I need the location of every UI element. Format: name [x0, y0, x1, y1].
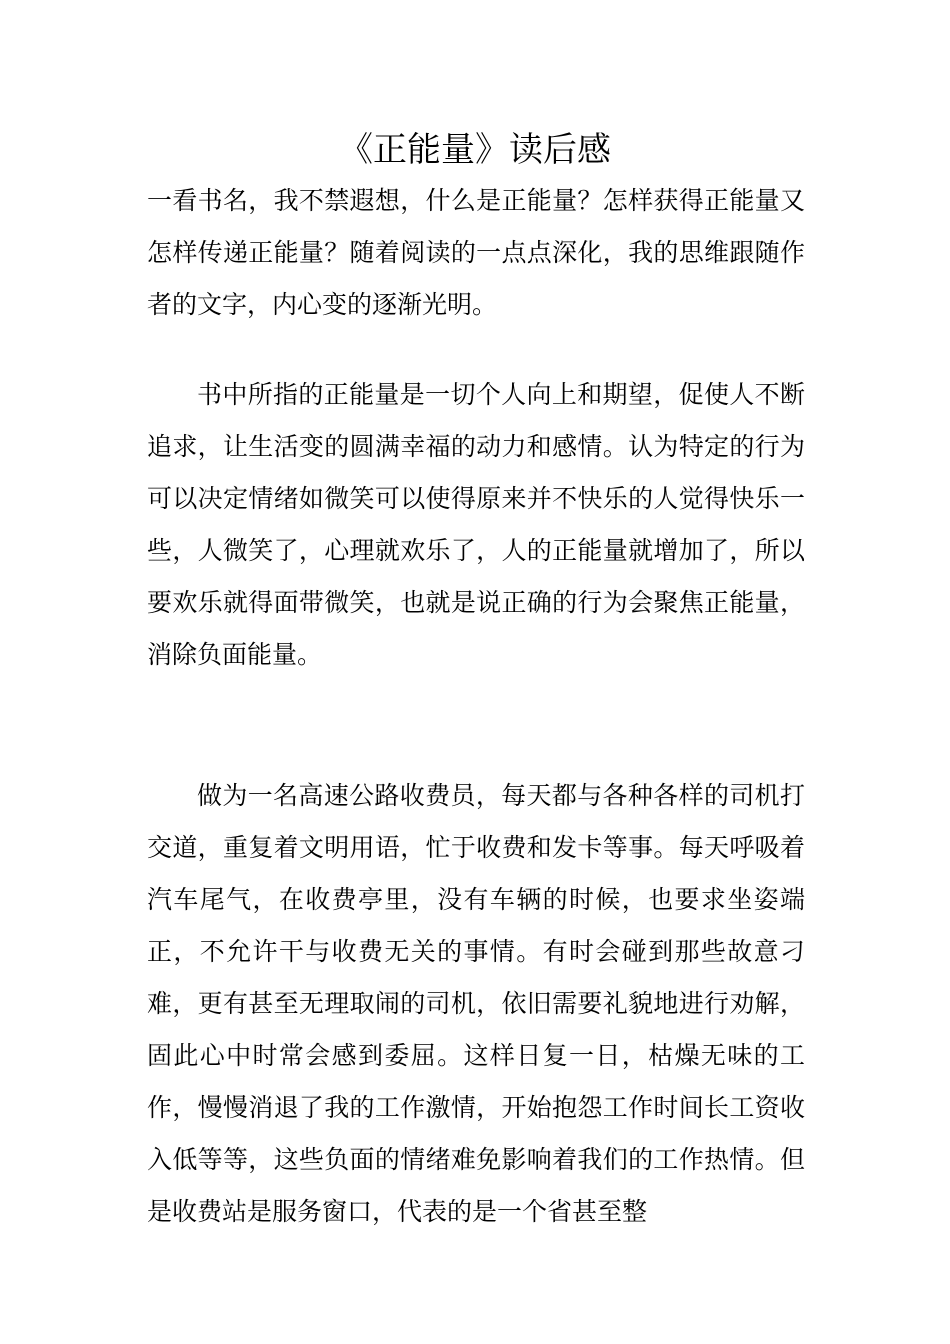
- paragraph-3: 做为一名高速公路收费员，每天都与各种各样的司机打交道，重复着文明用语，忙于收费和发卡等事。每天呼吸着汽车尾气，在收费亭里，没有车辆的时候，也要求坐姿端正，不允许干与收费无关的事情。有时会碰到那些故意刁难，更有甚至无理取闹的司机，依旧需要礼貌地进行劝解，固此心中时常会感到委屈。这样日复一日，枯燥无味的工作，慢慢消退了我的工作激情，开始抱怨工作时间长工资收入低等等，这些负面的情绪难免影响着我们的工作热情。但是收费站是服务窗口，代表的是一个省甚至整: [147, 781, 805, 1226]
- document-title: 《正能量》读后感: [339, 130, 611, 170]
- paragraph-1: 一看书名，我不禁遐想，什么是正能量？怎样获得正能量又怎样传递正能量？随着阅读的一点点深化，我的思维跟随作者的文字，内心变的逐渐光明。: [147, 186, 805, 319]
- paragraph-2: 书中所指的正能量是一切个人向上和期望，促使人不断追求，让生活变的圆满幸福的动力和感情。认为特定的行为可以决定情绪如微笑可以使得原来并不快乐的人觉得快乐一些，人微笑了，心理就欢乐了，人的正能量就增加了，所以要欢乐就得面带微笑，也就是说正确的行为会聚焦正能量，消除负面能量。: [147, 380, 805, 669]
